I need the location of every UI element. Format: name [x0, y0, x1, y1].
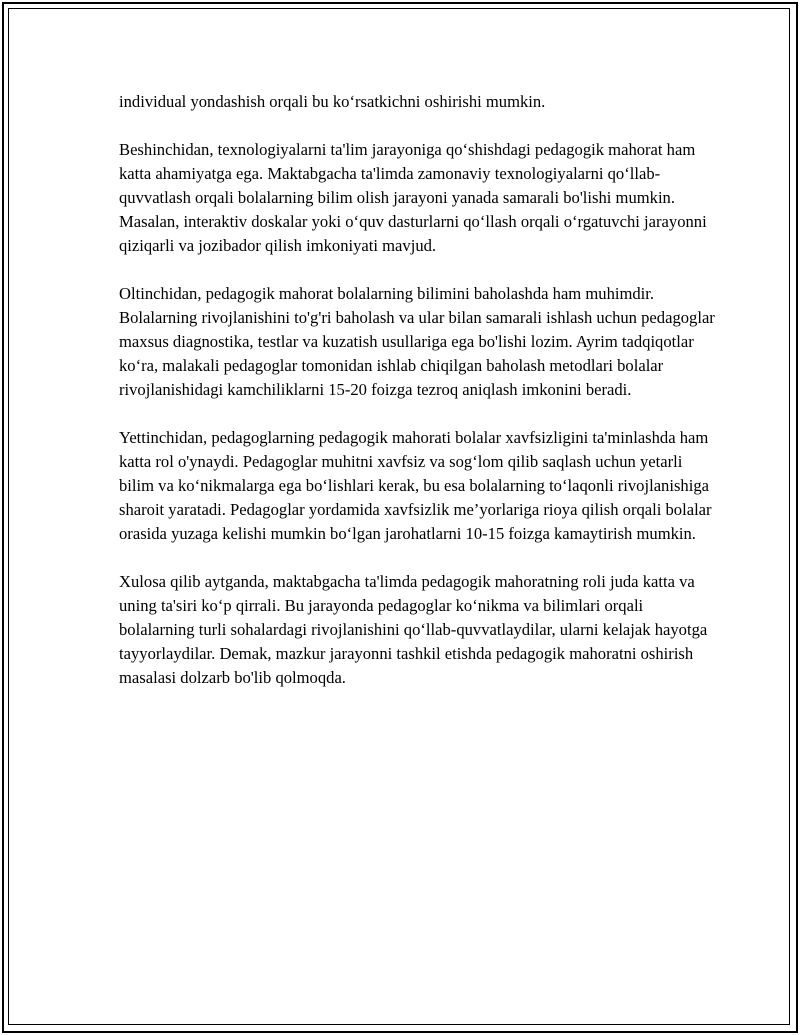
- document-body: [119, 90, 719, 714]
- paragraph-conclusion: Xulosa qilib aytganda, maktabgacha ta'limda pedagogik mahoratning roli juda katta va uning ta'siri ko‘p qirrali. Bu jarayonda pedagoglar ko‘nikma va bilimlari orqali bolalarning turli sohalardagi rivojlanishini qo‘llab-quvvatlaydilar, ularni kelajak hayotga tayyorlaydilar. Demak, mazkur jarayonni tashkil etishda pedagogik mahoratni oshirish masalasi dolzarb bo'lib qolmoqda.: [119, 572, 708, 687]
- paragraph-seventh-point: Yettinchidan, pedagoglarning pedagogik mahorati bolalar xavfsizligini ta'minlashda ham katta rol o'ynaydi. Pedagoglar muhitni xavfsiz va sog‘lom qilib saqlash uchun yetarli bilim va ko‘nikmalarga ega bo‘lishlari kerak, bu esa bolalarning to‘laqonli rivojlanishiga sharoit yaratadi. Pedagoglar yordamida xavfsizlik me’yorlariga rioya qilish orqali bolalar orasida yuzaga kelishi mumkin bo‘lgan jarohatlarni 10-15 foizga kamaytirish mumkin.: [119, 428, 712, 543]
- paragraph-sixth-point: Oltinchidan, pedagogik mahorat bolalarning bilimini baholashda ham muhimdir. Bolalarning rivojlanishini to'g'ri baholash va ular bilan samarali ishlash uchun pedagoglar maxsus diagnostika, testlar va kuzatish usullariga ega bo'lishi lozim. Ayrim tadqiqotlar ko‘ra, malakali pedagoglar tomonidan ishlab chiqilgan baholash metodlari bolalar rivojlanishidagi kamchiliklarni 15-20 foizga tezroq aniqlash imkonini beradi.: [119, 284, 715, 399]
- paragraph-fifth-point: Beshinchidan, texnologiyalarni ta'lim jarayoniga qo‘shishdagi pedagogik mahorat ham katta ahamiyatga ega. Maktabgacha ta'limda zamonaviy texnologiyalarni qo‘llab-quvvatlash orqali bolalarning bilim olish jarayoni yanada samarali bo'lishi mumkin. Masalan, interaktiv doskalar yoki o‘quv dasturlarni qo‘llash orqali o‘rgatuvchi jarayonni qiziqarli va jozibador qilish imkoniyati mavjud.: [119, 140, 707, 255]
- paragraph-continuation: individual yondashish orqali bu ko‘rsatkichni oshirishi mumkin.: [119, 92, 546, 111]
